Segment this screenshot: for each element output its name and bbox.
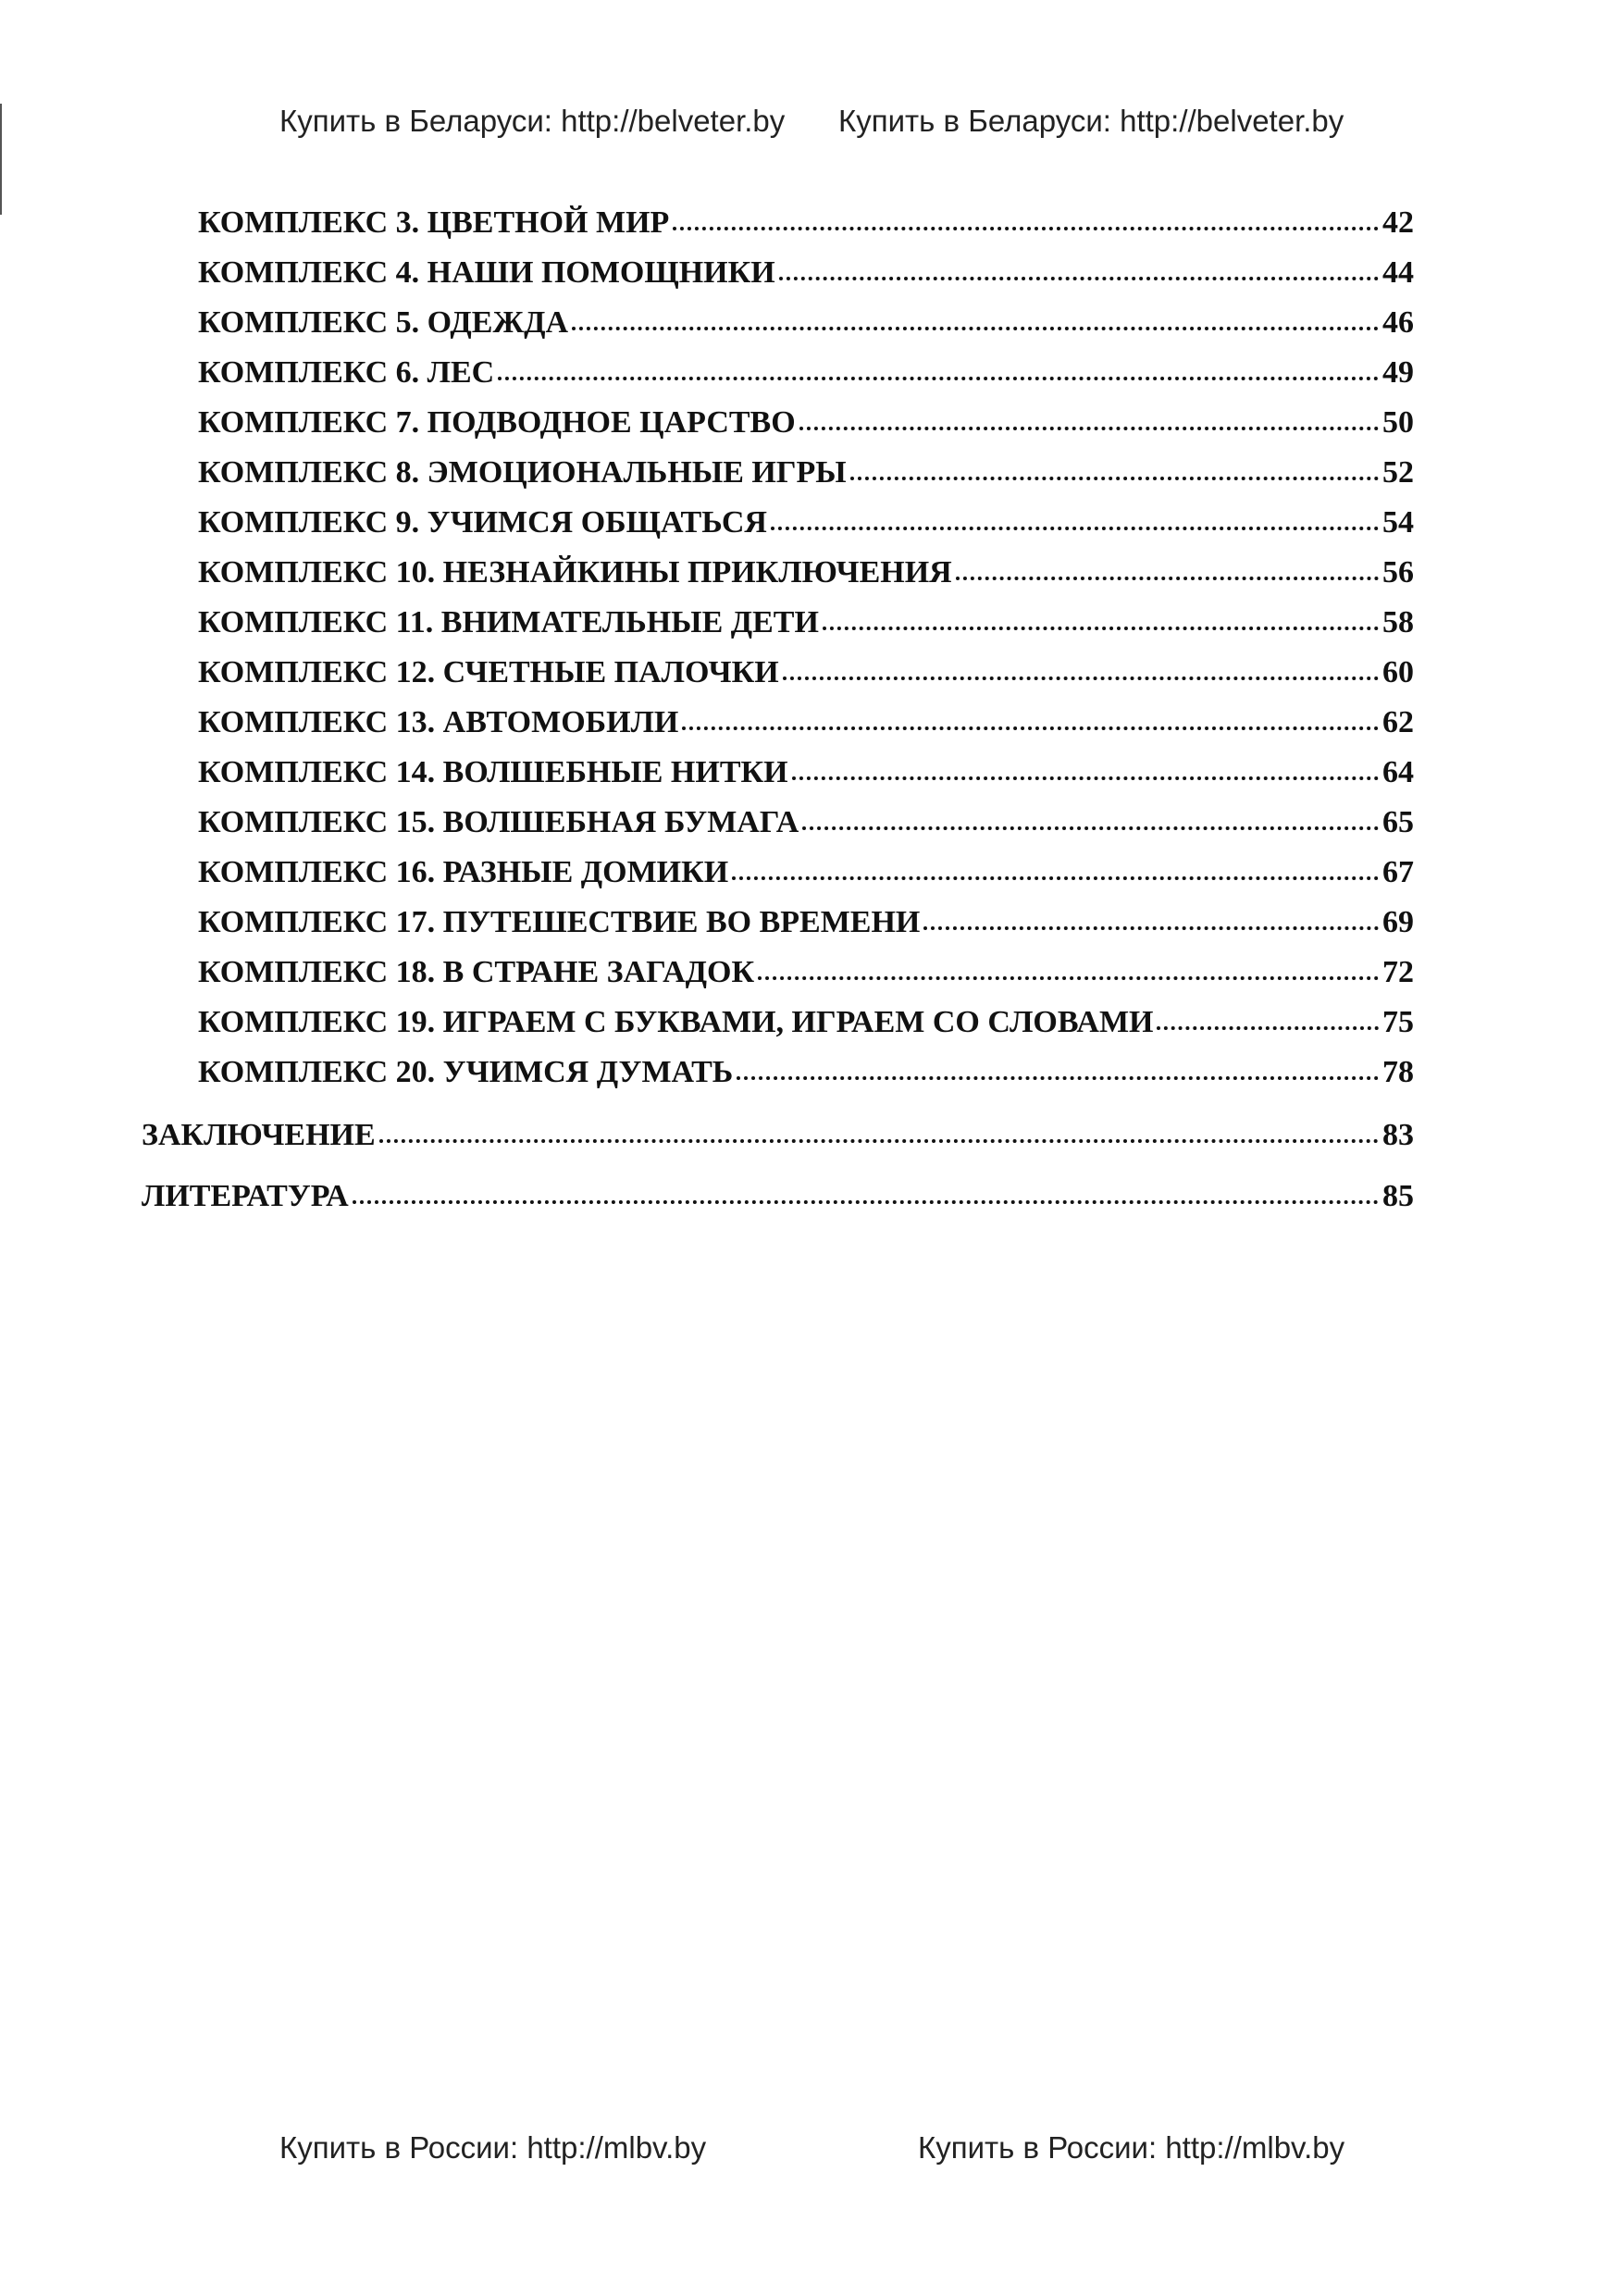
toc-leader-dots	[737, 1076, 1379, 1080]
toc-leader-dots	[732, 876, 1379, 880]
toc-entry-title: КОМПЛЕКС 9. УЧИМСЯ ОБЩАТЬСЯ	[198, 505, 767, 540]
toc-leader-dots	[498, 377, 1379, 380]
toc-entry-title: КОМПЛЕКС 8. ЭМОЦИОНАЛЬНЫЕ ИГРЫ	[198, 455, 847, 490]
toc-leader-dots	[783, 676, 1379, 680]
toc-entry-page: 78	[1382, 1055, 1414, 1089]
header-watermark-left: Купить в Беларуси: http://belveter.by	[279, 104, 786, 138]
toc-entry-page: 60	[1382, 655, 1414, 689]
toc-entry-title: КОМПЛЕКС 4. НАШИ ПОМОЩНИКИ	[198, 255, 775, 290]
toc-leader-dots	[771, 527, 1379, 530]
toc-entry[interactable]	[198, 454, 1414, 491]
toc-leader-dots	[673, 227, 1379, 230]
toc-entry-title: КОМПЛЕКС 14. ВОЛШЕБНЫЕ НИТКИ	[198, 755, 788, 789]
toc-entry-page: 85	[1382, 1179, 1414, 1213]
toc-entry-page: 58	[1382, 605, 1414, 639]
toc-entry[interactable]	[198, 704, 1414, 741]
toc-entry-title: КОМПЛЕКС 17. ПУТЕШЕСТВИЕ ВО ВРЕМЕНИ	[198, 905, 921, 939]
toc-entry-page: 49	[1382, 355, 1414, 390]
footer-watermark-right: Купить в России: http://mlbv.by	[918, 2130, 1345, 2165]
toc-leader-dots	[792, 776, 1379, 780]
toc-entry[interactable]	[198, 554, 1414, 591]
toc-entry-title: КОМПЛЕКС 7. ПОДВОДНОЕ ЦАРСТВО	[198, 405, 796, 440]
toc-entry-title: КОМПЛЕКС 10. НЕЗНАЙКИНЫ ПРИКЛЮЧЕНИЯ	[198, 555, 952, 590]
toc-entry-title: КОМПЛЕКС 3. ЦВЕТНОЙ МИР	[198, 205, 670, 240]
toc-entry-title: КОМПЛЕКС 15. ВОЛШЕБНАЯ БУМАГА	[198, 805, 799, 839]
toc-entry-page: 44	[1382, 255, 1414, 290]
toc-entry[interactable]	[198, 504, 1414, 541]
toc-leader-dots	[1157, 1026, 1379, 1030]
toc-entry-page: 46	[1382, 305, 1414, 340]
toc-leader-dots	[799, 427, 1379, 430]
toc-entry[interactable]	[198, 754, 1414, 791]
toc-leader-dots	[850, 477, 1379, 480]
toc-entry[interactable]	[198, 404, 1414, 441]
toc-leader-dots	[379, 1139, 1379, 1143]
toc-entry-page: 83	[1382, 1118, 1414, 1152]
toc-entry-title: КОМПЛЕКС 19. ИГРАЕМ С БУКВАМИ, ИГРАЕМ СО СЛОВАМИ	[198, 1005, 1154, 1039]
toc-entry[interactable]	[142, 1117, 1414, 1154]
toc-entry[interactable]	[198, 854, 1414, 891]
toc-leader-dots	[802, 826, 1379, 830]
toc-entry[interactable]	[198, 254, 1414, 292]
toc-entry[interactable]	[198, 1054, 1414, 1091]
toc-leader-dots	[923, 926, 1379, 930]
toc-leader-dots	[956, 577, 1379, 580]
toc-leader-dots	[779, 277, 1379, 280]
header-watermark-right: Купить в Беларуси: http://belveter.by	[838, 104, 1344, 138]
toc-entry-page: 52	[1382, 455, 1414, 490]
toc-entry-title: КОМПЛЕКС 11. ВНИМАТЕЛЬНЫЕ ДЕТИ	[198, 605, 819, 639]
toc-entry-title: ЛИТЕРАТУРА	[142, 1179, 349, 1213]
toc-entry-title: КОМПЛЕКС 5. ОДЕЖДА	[198, 305, 569, 340]
toc-entry[interactable]	[142, 1178, 1414, 1215]
toc-entry[interactable]	[198, 304, 1414, 341]
toc-entry[interactable]	[198, 904, 1414, 941]
toc-entry-title: КОМПЛЕКС 18. В СТРАНЕ ЗАГАДОК	[198, 955, 755, 989]
toc-entry[interactable]	[198, 654, 1414, 691]
toc-leader-dots	[823, 627, 1379, 630]
toc-entry-page: 56	[1382, 555, 1414, 590]
toc-entry-page: 42	[1382, 205, 1414, 240]
toc-leader-dots	[353, 1200, 1379, 1204]
toc-entry[interactable]	[198, 354, 1414, 391]
toc-entry-page: 50	[1382, 405, 1414, 440]
footer-watermark-left: Купить в России: http://mlbv.by	[279, 2130, 707, 2165]
toc-entry[interactable]	[198, 1004, 1414, 1041]
toc-entry-page: 75	[1382, 1005, 1414, 1039]
toc-leader-dots	[572, 327, 1379, 330]
toc-entry-title: КОМПЛЕКС 13. АВТОМОБИЛИ	[198, 705, 679, 739]
toc-entry-page: 69	[1382, 905, 1414, 939]
toc-leader-dots	[758, 976, 1379, 980]
toc-entry-page: 67	[1382, 855, 1414, 889]
toc-entry-page: 64	[1382, 755, 1414, 789]
toc-entry-page: 54	[1382, 505, 1414, 540]
toc-leader-dots	[682, 726, 1379, 730]
toc-entry[interactable]	[198, 804, 1414, 841]
toc-entry-title: КОМПЛЕКС 12. СЧЕТНЫЕ ПАЛОЧКИ	[198, 655, 779, 689]
toc-entry[interactable]	[198, 604, 1414, 641]
toc-entry-page: 72	[1382, 955, 1414, 989]
toc-entry-title: ЗАКЛЮЧЕНИЕ	[142, 1118, 376, 1152]
toc-entry-page: 65	[1382, 805, 1414, 839]
toc-entry-title: КОМПЛЕКС 6. ЛЕС	[198, 355, 495, 390]
toc-entry-title: КОМПЛЕКС 16. РАЗНЫЕ ДОМИКИ	[198, 855, 729, 889]
toc-entry-page: 62	[1382, 705, 1414, 739]
toc-entry[interactable]	[198, 205, 1414, 242]
toc-entry-title: КОМПЛЕКС 20. УЧИМСЯ ДУМАТЬ	[198, 1055, 734, 1089]
toc-entry[interactable]	[198, 954, 1414, 991]
